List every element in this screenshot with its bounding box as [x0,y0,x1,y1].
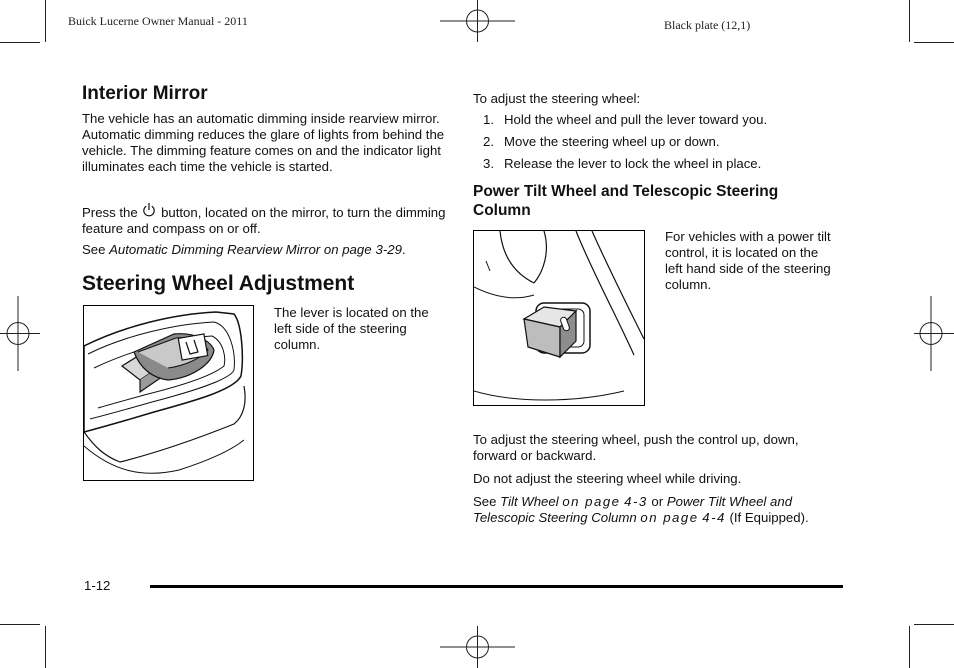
adjust-control-paragraph: To adjust the steering wheel, push the control up, down, forward or backward. [473,432,799,463]
see-ref-link[interactable]: Tilt Wheel [500,494,559,509]
crop-mark [914,42,954,43]
see-on-page: on page [562,494,621,509]
interior-mirror-heading: Interior Mirror [82,83,208,104]
lever-drawing [84,306,253,480]
list-item [473,131,853,153]
lever-caption: The lever is located on the left side of the steering column. [274,305,429,352]
power-tilt-heading: Power Tilt Wheel and Telescopic Steering Column [473,183,779,219]
list-item [473,153,853,175]
crop-mark [909,626,910,668]
page-number: 1-12 [84,578,111,593]
power-tilt-caption: For vehicles with a power tilt control, it is located on the left hand side of the steering column. [665,229,831,292]
list-item [473,109,853,131]
power-tilt-drawing [474,231,644,405]
crop-mark [909,0,910,42]
step-number: 2. [483,134,494,149]
see-page-number[interactable]: 4-4 [702,510,726,525]
steering-wheel-heading: Steering Wheel Adjustment [82,272,355,295]
power-tilt-illustration [473,230,645,406]
power-button-icon [142,202,156,218]
warning-paragraph: Do not adjust the steering wheel while driving. [473,471,742,486]
plate-label: Black plate (12,1) [664,18,751,32]
manual-title: Buick Lucerne Owner Manual - 2011 [68,14,248,28]
see-ref-link[interactable]: Power Tilt Wheel and Telescopic Steering Column [473,494,793,525]
crop-mark [0,42,40,43]
crop-mark [45,626,46,668]
registration-mark-right [914,296,954,371]
see-label: See [473,494,497,509]
crop-mark [45,0,46,42]
see-ref-link[interactable]: Automatic Dimming Rearview Mirror [109,242,321,257]
registration-mark-left [0,296,40,371]
mirror-see-reference [82,242,447,258]
registration-mark-bottom [440,626,515,668]
see-or: or [651,494,664,509]
step-text: Release the lever to lock the wheel in place. [504,156,762,171]
footer-rule [150,585,843,588]
see-on-page: on page [640,510,699,525]
see-end: . [401,242,406,257]
see-page-number[interactable]: 3-29 [375,242,402,257]
interior-mirror-paragraph: The vehicle has an automatic dimming inside rearview mirror. Automatic dimming reduces the glare of lights from behind the vehicle. The dimming feature comes on and the indicator light illuminates each time the vehicle is started. [82,111,445,174]
see-on-page: on page [323,242,372,257]
see-label: See [82,242,106,257]
see-end: (If Equipped). [729,510,809,525]
power-button-paragraph [82,202,447,237]
press-the-text: Press the [82,205,138,220]
see-page-number[interactable]: 4-3 [624,494,648,509]
lever-illustration [83,305,254,481]
registration-mark-top [440,0,515,42]
step-number: 1. [483,112,494,127]
crop-mark [914,624,954,625]
step-text: Hold the wheel and pull the lever toward you. [504,112,768,127]
adjust-intro: To adjust the steering wheel: [473,91,641,106]
step-text: Move the steering wheel up or down. [504,134,720,149]
power-see-reference [473,494,838,526]
crop-mark [0,624,40,625]
adjust-steps-list [473,109,853,175]
press-the-rest: button, located on the mirror, to turn the dimming feature and compass on or off. [82,205,446,236]
step-number: 3. [483,156,494,171]
